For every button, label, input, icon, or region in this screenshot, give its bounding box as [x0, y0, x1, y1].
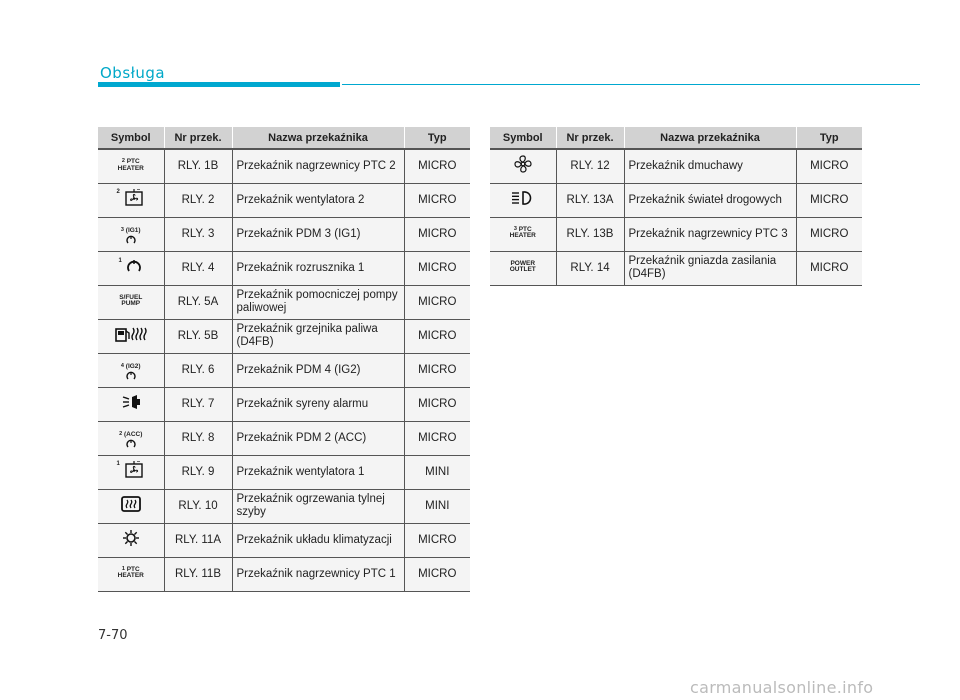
relay-type: MICRO — [404, 557, 470, 591]
relay-number: RLY. 4 — [164, 251, 232, 285]
relay-name: Przekaźnik gniazda zasilania (D4FB) — [624, 251, 796, 285]
relay-name: Przekaźnik nagrzewnicy PTC 3 — [624, 217, 796, 251]
relay-table-left — [98, 127, 470, 592]
ignition-icon — [125, 371, 137, 381]
symbol-cell — [490, 149, 556, 183]
table-row — [98, 319, 470, 353]
relay-name: Przekaźnik ogrzewania tylnej szyby — [232, 489, 404, 523]
relay-name: Przekaźnik wentylatora 2 — [232, 183, 404, 217]
relay-name: Przekaźnik wentylatora 1 — [232, 455, 404, 489]
relay-number: RLY. 14 — [556, 251, 624, 285]
horn-icon — [121, 394, 141, 410]
col-type: Typ — [796, 127, 862, 149]
relay-type: MICRO — [404, 217, 470, 251]
table-row — [490, 251, 862, 285]
relay-name: Przekaźnik PDM 3 (IG1) — [232, 217, 404, 251]
ig2-label: $^4$ (IG2) — [120, 363, 141, 371]
section-title: Obsługa — [100, 64, 166, 82]
relay-type: MINI — [404, 455, 470, 489]
relay-type: MICRO — [404, 183, 470, 217]
symbol-cell — [98, 251, 164, 285]
relay-name: Przekaźnik świateł drogowych — [624, 183, 796, 217]
relay-type: MICRO — [404, 149, 470, 183]
blower-icon — [513, 154, 533, 174]
symbol-cell — [98, 455, 164, 489]
relay-number: RLY. 5A — [164, 285, 232, 319]
relay-number: RLY. 7 — [164, 387, 232, 421]
relay-number: RLY. 5B — [164, 319, 232, 353]
col-symbol: Symbol — [98, 127, 164, 149]
symbol-cell — [98, 421, 164, 455]
relay-number: RLY. 3 — [164, 217, 232, 251]
relay-number: RLY. 6 — [164, 353, 232, 387]
table-row — [490, 183, 862, 217]
symbol-cell — [98, 285, 164, 319]
symbol-cell — [98, 319, 164, 353]
relay-type: MICRO — [796, 217, 862, 251]
ptc-heater-symbol: $^3$ PTC HEATER — [509, 225, 536, 240]
rear-defrost-icon — [120, 495, 142, 513]
relay-number: RLY. 12 — [556, 149, 624, 183]
relay-type: MICRO — [404, 387, 470, 421]
ignition-icon — [125, 235, 137, 245]
relay-name: Przekaźnik układu klimatyzacji — [232, 523, 404, 557]
relay-type: MINI — [404, 489, 470, 523]
relay-name: Przekaźnik pomocniczej pompy paliwowej — [232, 285, 404, 319]
high-beam-icon — [511, 190, 535, 206]
fan-icon — [123, 189, 145, 207]
relay-type: MICRO — [404, 251, 470, 285]
relay-type: MICRO — [404, 421, 470, 455]
table-row — [98, 285, 470, 319]
col-type: Typ — [404, 127, 470, 149]
symbol-cell — [490, 183, 556, 217]
symbol-cell — [98, 183, 164, 217]
table-row — [98, 183, 470, 217]
header-rule-thin — [342, 84, 920, 85]
relay-type: MICRO — [404, 353, 470, 387]
relay-name: Przekaźnik nagrzewnicy PTC 1 — [232, 557, 404, 591]
relay-number: RLY. 11A — [164, 523, 232, 557]
relay-name: Przekaźnik rozrusznika 1 — [232, 251, 404, 285]
table-row — [490, 217, 862, 251]
relay-number: RLY. 13A — [556, 183, 624, 217]
fuel-pump-symbol: S/FUEL PUMP — [119, 293, 143, 308]
col-name: Nazwa przekaźnika — [624, 127, 796, 149]
relay-name: Przekaźnik PDM 4 (IG2) — [232, 353, 404, 387]
table-row — [98, 217, 470, 251]
relay-name: Przekaźnik syreny alarmu — [232, 387, 404, 421]
relay-number: RLY. 8 — [164, 421, 232, 455]
symbol-cell — [98, 353, 164, 387]
ptc-heater-symbol: $^1$ PTC HEATER — [117, 565, 144, 580]
col-number: Nr przek. — [556, 127, 624, 149]
symbol-cell — [98, 523, 164, 557]
table-row — [98, 251, 470, 285]
ig1-label: $^3$ (IG1) — [120, 227, 141, 235]
table-row — [98, 489, 470, 523]
relay-name: Przekaźnik PDM 2 (ACC) — [232, 421, 404, 455]
relay-table-right — [490, 127, 862, 286]
table-row — [98, 557, 470, 591]
relay-name: Przekaźnik nagrzewnicy PTC 2 — [232, 149, 404, 183]
table-row — [98, 523, 470, 557]
table-row — [98, 387, 470, 421]
power-outlet-symbol: POWER OUTLET — [509, 259, 536, 274]
ptc-heater-symbol: $^2$ PTC HEATER — [117, 158, 144, 172]
relay-type: MICRO — [796, 251, 862, 285]
col-symbol: Symbol — [490, 127, 556, 149]
header-rule-thick — [98, 82, 340, 87]
relay-number: RLY. 1B — [164, 149, 232, 183]
page-number: 7-70 — [98, 628, 128, 643]
col-number: Nr przek. — [164, 127, 232, 149]
symbol-cell — [98, 387, 164, 421]
symbol-cell — [98, 149, 164, 183]
col-name: Nazwa przekaźnika — [232, 127, 404, 149]
table-row — [98, 149, 470, 183]
relay-name: Przekaźnik grzejnika paliwa (D4FB) — [232, 319, 404, 353]
symbol-cell — [490, 217, 556, 251]
relay-number: RLY. 9 — [164, 455, 232, 489]
symbol-superscript: 1 — [116, 461, 120, 468]
relay-number: RLY. 13B — [556, 217, 624, 251]
table-row — [98, 455, 470, 489]
acc-label: $^2$ (ACC) — [119, 431, 143, 439]
symbol-superscript: 2 — [116, 189, 120, 196]
ignition-icon — [125, 439, 137, 449]
relay-number: RLY. 2 — [164, 183, 232, 217]
symbol-superscript: 1 — [118, 258, 122, 265]
symbol-cell — [98, 217, 164, 251]
relay-type: MICRO — [404, 523, 470, 557]
relay-number: RLY. 11B — [164, 557, 232, 591]
table-row — [98, 353, 470, 387]
relay-type: MICRO — [404, 285, 470, 319]
fan-icon — [123, 461, 145, 479]
relay-number: RLY. 10 — [164, 489, 232, 523]
starter-icon — [125, 258, 143, 274]
relay-type: MICRO — [796, 183, 862, 217]
fuel-heater-icon — [114, 325, 148, 343]
relay-name: Przekaźnik dmuchawy — [624, 149, 796, 183]
relay-type: MICRO — [404, 319, 470, 353]
relay-type: MICRO — [796, 149, 862, 183]
symbol-cell — [98, 557, 164, 591]
table-row — [98, 421, 470, 455]
watermark: carmanualsonline.info — [690, 678, 874, 697]
symbol-cell — [98, 489, 164, 523]
symbol-cell — [490, 251, 556, 285]
ac-icon — [122, 529, 140, 547]
table-row — [490, 149, 862, 183]
